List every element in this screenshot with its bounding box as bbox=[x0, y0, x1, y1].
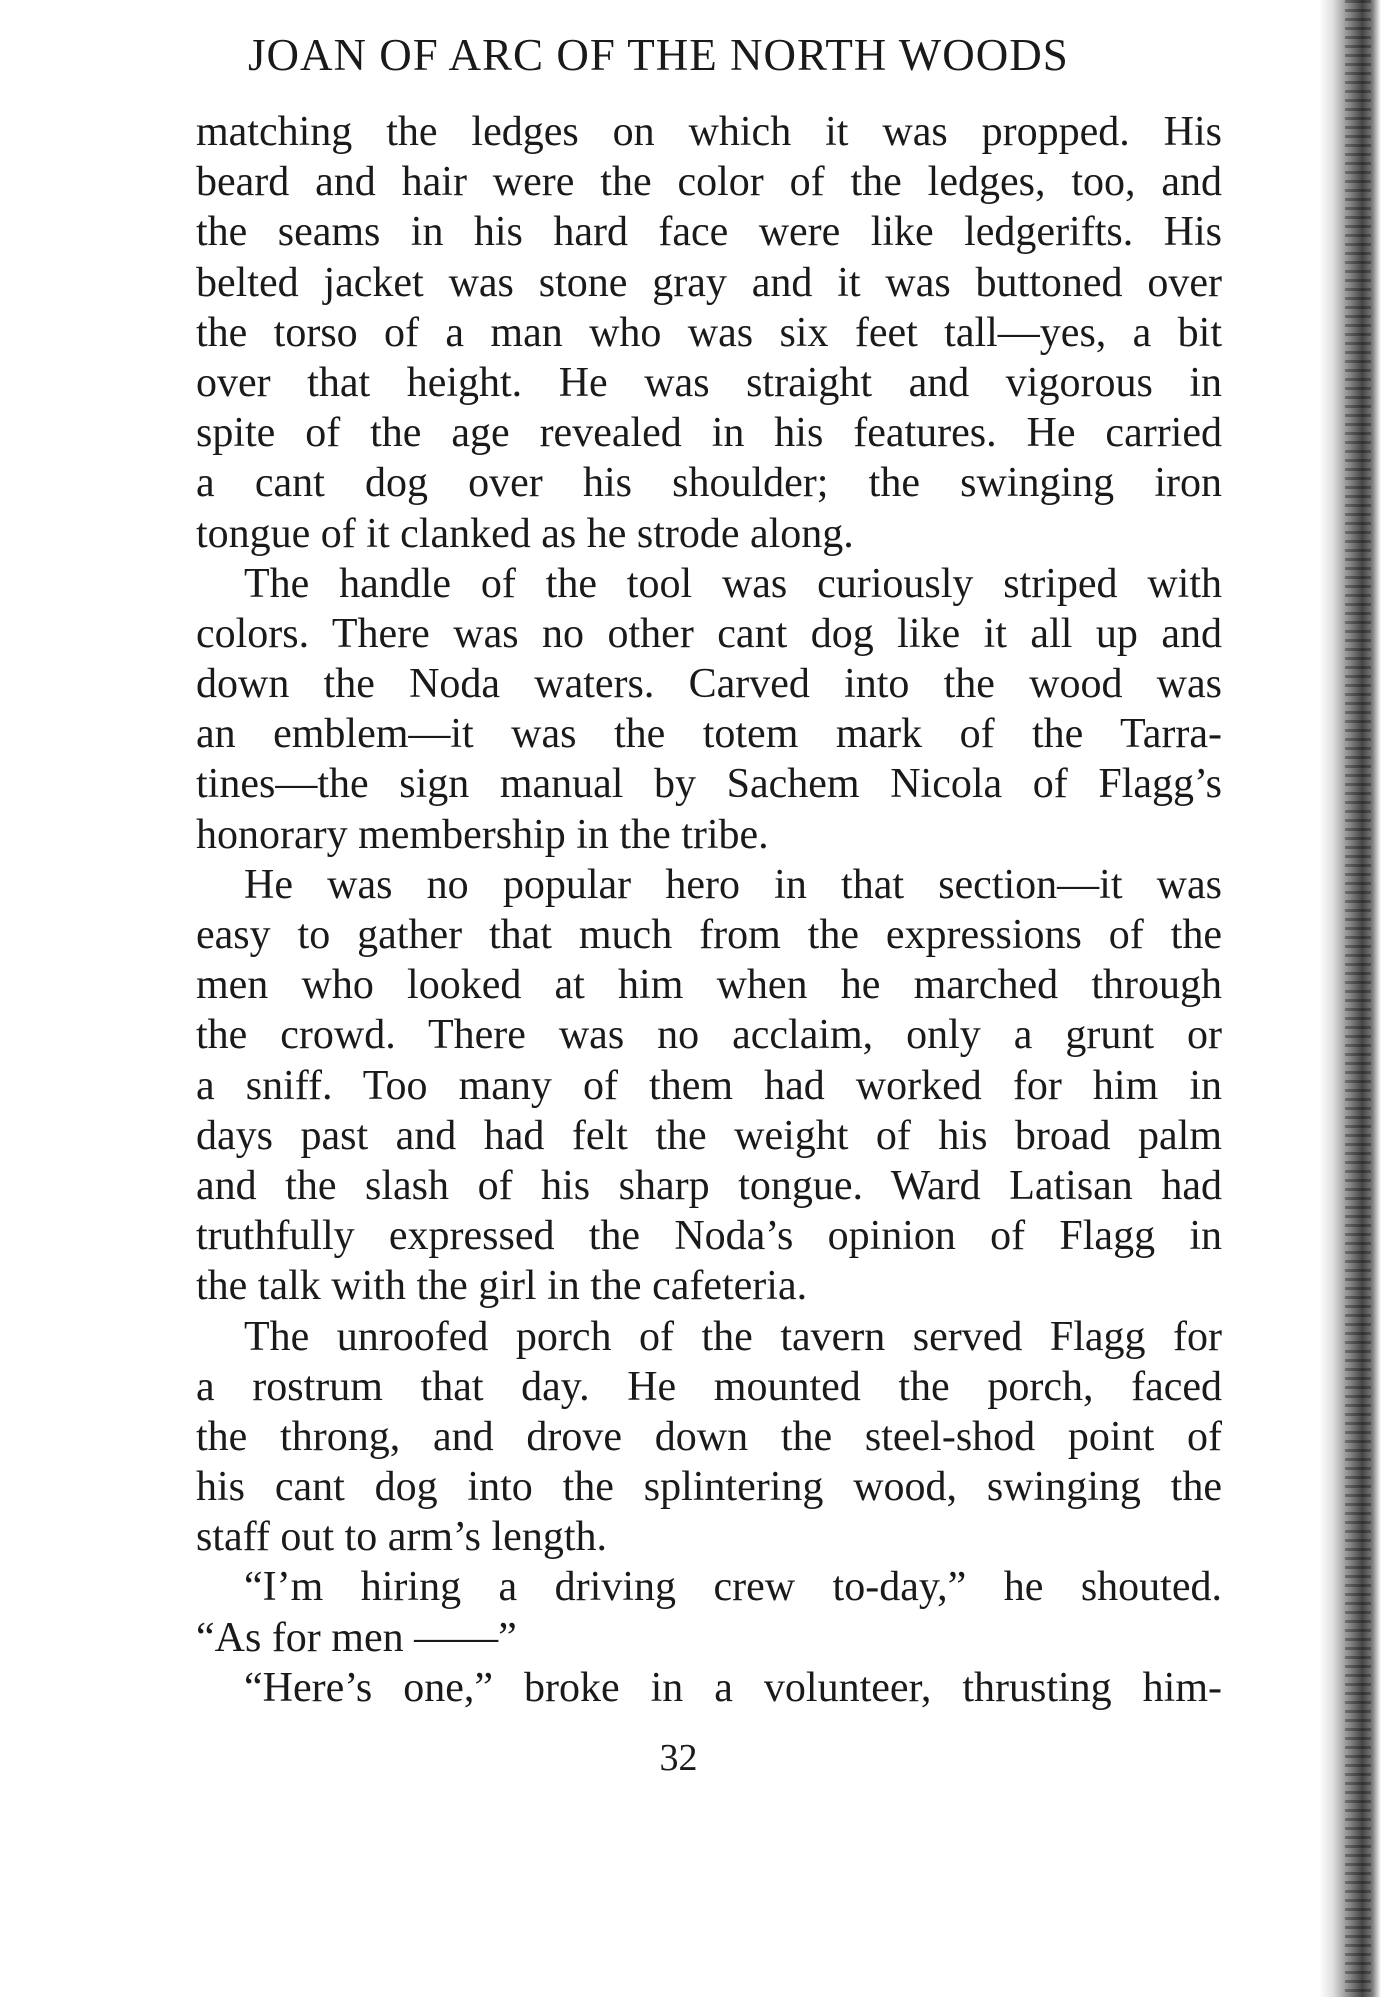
text-line: an emblem—it was the totem mark of the Tarra- bbox=[196, 711, 1222, 758]
text-line: He was no popular hero in that section—it was bbox=[244, 861, 1222, 908]
text-line: beard and hair were the color of the ledges, too, and bbox=[196, 159, 1222, 206]
text-line: The handle of the tool was curiously striped with bbox=[244, 560, 1222, 607]
text-line: colors. There was no other cant dog like it all up and bbox=[196, 610, 1222, 657]
text-line: his cant dog into the splintering wood, swinging the bbox=[196, 1464, 1222, 1511]
text-line: the seams in his hard face were like ledgerifts. His bbox=[196, 209, 1222, 256]
text-line: easy to gather that much from the expressions of the bbox=[196, 912, 1222, 958]
text-line: belted jacket was stone gray and it was buttoned over bbox=[196, 259, 1222, 306]
text-line: matching the ledges on which it was propped. His bbox=[196, 109, 1222, 155]
binding-gutter-texture bbox=[1345, 0, 1371, 1997]
text-line: the talk with the girl in the cafeteria. bbox=[196, 1263, 808, 1310]
text-line: days past and had felt the weight of his broad palm bbox=[196, 1112, 1222, 1159]
text-line: The unroofed porch of the tavern served Flagg for bbox=[244, 1313, 1222, 1360]
text-line: tines—the sign manual by Sachem Nicola of Flagg’s bbox=[196, 761, 1222, 808]
text-line: the torso of a man who was six feet tall—yes, a bit bbox=[196, 309, 1222, 356]
text-line: “As for men ——” bbox=[196, 1614, 517, 1661]
text-line: honorary membership in the tribe. bbox=[196, 811, 769, 858]
text-line: staff out to arm’s length. bbox=[196, 1514, 607, 1561]
text-line: the crowd. There was no acclaim, only a grunt or bbox=[196, 1012, 1222, 1059]
text-line: truthfully expressed the Noda’s opinion of Flagg in bbox=[196, 1213, 1222, 1260]
text-line: “I’m hiring a driving crew to-day,” he shouted. bbox=[244, 1564, 1222, 1611]
text-line: and the slash of his sharp tongue. Ward Latisan had bbox=[196, 1162, 1222, 1209]
text-line: spite of the age revealed in his features. He carried bbox=[196, 410, 1222, 457]
text-line: a rostrum that day. He mounted the porch, faced bbox=[196, 1363, 1222, 1410]
text-line: a cant dog over his shoulder; the swinging iron bbox=[196, 460, 1222, 507]
body-text bbox=[196, 107, 1222, 1713]
text-line: men who looked at him when he marched through bbox=[196, 962, 1222, 1009]
text-line: tongue of it clanked as he strode along. bbox=[196, 510, 854, 557]
text-line: down the Noda waters. Carved into the wood was bbox=[196, 661, 1222, 708]
running-head: JOAN OF ARC OF THE NORTH WOODS bbox=[248, 30, 1069, 80]
text-line: the throng, and drove down the steel-shod point of bbox=[196, 1413, 1222, 1460]
text-line: over that height. He was straight and vigorous in bbox=[196, 359, 1222, 406]
page-number: 32 bbox=[659, 1737, 698, 1779]
text-line: “Here’s one,” broke in a volunteer, thrusting him- bbox=[244, 1664, 1222, 1711]
text-line: a sniff. Too many of them had worked for him in bbox=[196, 1062, 1222, 1109]
